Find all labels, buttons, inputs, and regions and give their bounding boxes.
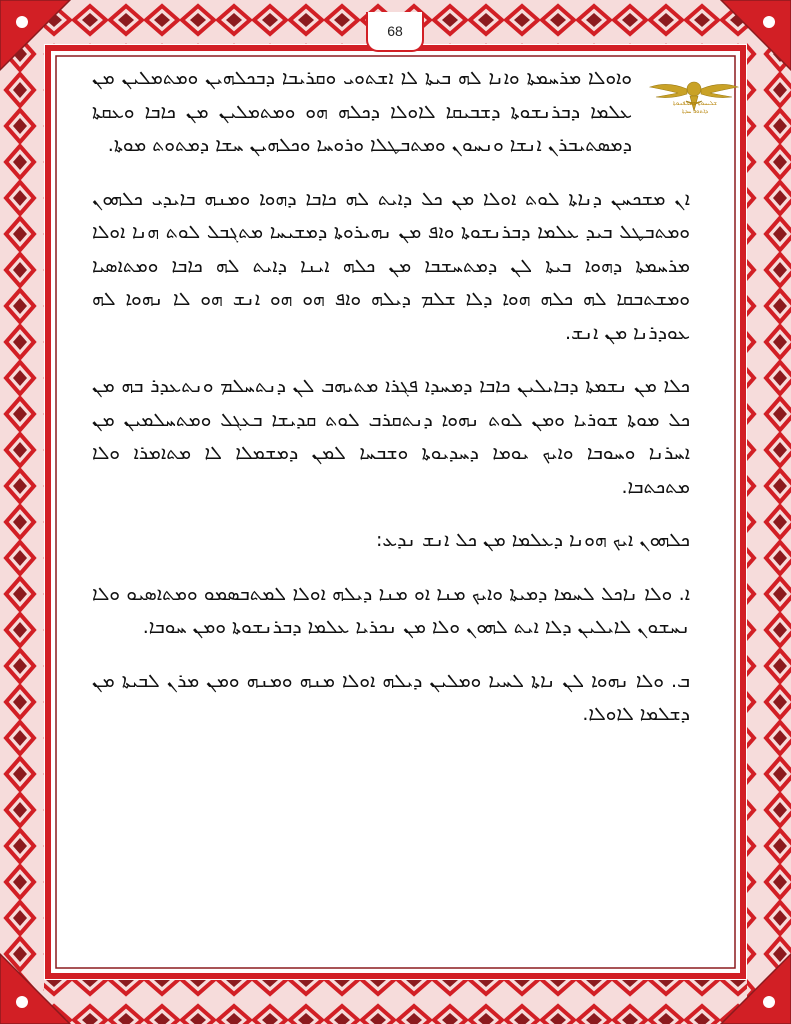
logo-line: ܕܐܬܘܪ ܚܕܬܐ [681, 108, 709, 115]
list-item: ܐ. ܘܠܐ ܢܐܟܠ ܠܚܡܐ ܕܡܝܬܐ ܘܐܝܟ ܡܢܐ ܐܘ ܡܢܐ ܕܝܠܗ ܐܘܠܐ ܠܡܬܒܣܡܘ ܘܡܬܐܣܝܘ ܘܠܐ ܢܚܫܘܢ ܠܐܝܠܝܢ ܕܠܐ ܐܝܬ ܠܗܘܢ ܘܠܐ ܡܢ ܢܟܪܝܐ ܥܠܡܐ ܕܒܪܢܫܘܬܐ ܘܡܢ ܚܘܒܐ. [92, 582, 690, 638]
paragraph: ܐܢ ܡܫܟܚܢ ܕܢܐܬܐ ܠܘܬ ܐܘܠܐ ܡܢ ܟܠ ܕܐܝܬ ܠܗ ܟܐܒܐ ܕܗܘܐ ܘܡܢܗ ܒܐܝܕܝ ܟܠܗܘܢ ܘܡܬܒܛܠ ܒܝܕ ܥܠܡܐ ܕܒܪܢܫܘܬܐ ܘܐܦ ܡܢ ܢܗܝܪܘܬܐ ܕܡܫܝܚܐ ܡܬܓܒܠ ܠܘܬ ܗܢܐ ܐܘܠܐ ܡܪܚܡܬܐ ܕܗܘܐ ܒܝܬܐ ܠܢ ܕܡܬܚܫܒܐ ܡܢ ܟܠܗ ܐܝܢܐ ܕܐܝܬ ܠܗ ܟܐܒܐ ܘܡܬܐܣܝܐ ܘܡܫܬܒܩܐ ܠܗ ܟܠܗ ܗܘܐ ܕܠܐ ܫܠܡ ܕܝܠܗ ܘܐܦ ܗܘ ܗܘ ܐܢܫ ܗܘ ܠܐ ܢܗܘܐ ܠܗ ܥܘܕܪܢܐ ܡܢ ܐܢܫ. [92, 187, 690, 344]
logo-line: ܫܠܝܚܘܬܐ ܕܡܠܦܢܘܬܐ [673, 100, 717, 107]
paragraph: ܘܐܘܠܐ ܡܪܚܡܬܐ ܘܐܢܐ ܠܗ ܒܝܬܐ ܠܐ ܐܫܬܘܝ ܘܩܪܝܒܐ ܕܒܟܠܗܝܢ ܘܡܬܡܠܝܢ ܡܢ ܥܠܡܐ ܕܒܪܢܫܘܬܐ ܕܫܒܝܩܐ ܠܐܘܠܐ ܕܟܠܗ ܗܘ ܘܡܬܡܠܝܢ ܡܢ ܟܐܒܐ ܘܥܩܬܐ ܕܡܣܬܝܒܪܢ ܐܢܫܐ ܘܢܚܘܢ ܘܡܬܒܛܠܐ ܘܪܘܚܐ ܘܟܠܗܝܢ ܚܫܐ ܕܡܬܘܬ ܡܘܬܐ. [92, 67, 632, 156]
page-body [92, 62, 690, 752]
paragraph: ܟܠܐ ܡܢ ܢܫܡܬܐ ܕܒܐܝܠܝܢ ܟܐܒܐ ܕܡܚܕܐ ܦܓܪܐ ܡܬܝܗܒ ܠܢ ܕܢܬܚܠܡ ܘܢܬܥܕܪ ܒܗ ܡܢ ܟܠ ܡܘܬܐ ܫܘܪܝܐ ܘܡܢ ܠܘܬ ܢܗܘܐ ܕܢܬܩܪܒ ܠܘܬ ܩܕܝܫܐ ܒܥܓܠ ܘܡܬܚܠܡܝܢ ܡܢ ܐܚܪܢܐ ܘܚܘܒܐ ܘܐܝܟ ܝܘܡܐ ܕܚܕܝܘܬܐ ܘܫܒܚܐ ܠܡܢ ܕܡܫܡܠܐ ܠܐ ܡܬܐܡܪܐ ܘܠܐ ܡܬܟܬܒܐ. [92, 375, 690, 498]
list-item: ܒ. ܘܠܐ ܢܗܘܐ ܠܢ ܢܐܬܐ ܠܚܝܐ ܘܡܠܝܢ ܕܝܠܗ ܐܘܠܐ ܡܢܗ ܘܡܢܗ ܘܡܢ ܡܪܢ ܠܒܝܬܐ ܡܢ ܕܫܠܡܐ ܠܐܘܠܐ. [92, 669, 690, 725]
paragraph: ܟܠܗܘܢ ܐܝܟ ܗܘܢܐ ܕܥܠܡܐ ܡܢ ܟܠ ܐܢܫ ܢܕܥ: [376, 529, 690, 551]
page-number: 68 [366, 12, 424, 52]
